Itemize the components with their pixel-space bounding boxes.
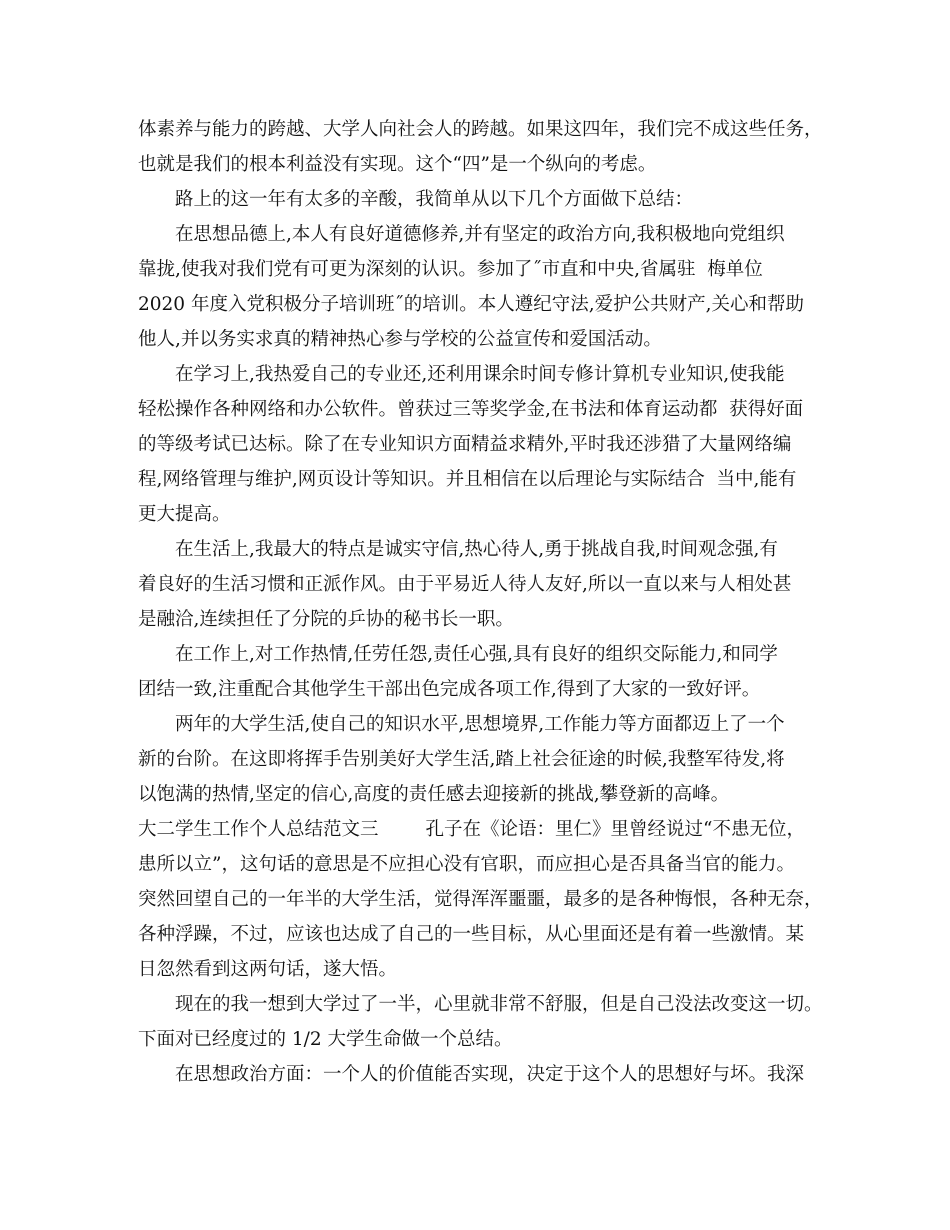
text-line: 靠拢,使我对我们党有可更为深刻的认识。参加了˝市直和中央,省属驻 梅单位 [138, 259, 763, 280]
text-line: 他人,并以务实求真的精神热心参与学校的公益宣传和爱国活动。 [138, 329, 662, 350]
text-line: 在工作上,对工作热情,任劳任怨,责任心强,具有良好的组织交际能力,和同学 [175, 644, 778, 665]
text-line: 两年的大学生活,使自己的知识水平,思想境界,工作能力等方面都迈上了一个 [175, 714, 785, 735]
text-line: 日忽然看到这两句话，遂大悟。 [138, 959, 398, 980]
text-line: 现在的我一想到大学过了一半，心里就非常不舒服，但是自己没法改变这一切。 [175, 994, 823, 1015]
text-line: 也就是我们的根本利益没有实现。这个“四”是一个纵向的考虑。 [138, 154, 657, 175]
text-line: 体素养与能力的跨越、大学人向社会人的跨越。如果这四年，我们完不成这些任务， [138, 119, 823, 140]
text-line: 更大提高。 [138, 504, 231, 525]
text-line: 下面对已经度过的 1/2 大学生命做一个总结。 [138, 1029, 513, 1050]
text-line: 着良好的生活习惯和正派作风。由于平易近人待人友好,所以一直以来与人相处甚 [138, 574, 792, 595]
text-line: 路上的这一年有太多的辛酸，我简单从以下几个方面做下总结： [175, 189, 694, 210]
text-line: 在生活上,我最大的特点是诚实守信,热心待人,勇于挑战自我,时间观念强,有 [175, 539, 778, 560]
text-line: 2020 年度入党积极分子培训班˝的培训。本人遵纪守法,爱护公共财产,关心和帮助 [138, 294, 804, 315]
text-line: 各种浮躁，不过，应该也达成了自己的一些目标，从心里面还是有着一些激情。某 [138, 924, 805, 945]
text-line: 在思想政治方面：一个人的价值能否实现，决定于这个人的思想好与坏。我深 [175, 1064, 805, 1085]
text-line: 在学习上,我热爱自己的专业还,还利用课余时间专修计算机专业知识,使我能 [175, 364, 785, 385]
text-line: 新的台阶。在这即将挥手告别美好大学生活,踏上社会征途的时候,我整军待发,将 [138, 749, 785, 770]
text-line: 以饱满的热情,坚定的信心,高度的责任感去迎接新的挑战,攀登新的高峰。 [138, 784, 730, 805]
text-line: 团结一致,注重配合其他学生干部出色完成各项工作,得到了大家的一致好评。 [138, 679, 761, 700]
text-line: 突然回望自己的一年半的大学生活，觉得浑浑噩噩，最多的是各种悔恨，各种无奈， [138, 889, 823, 910]
text-line: 大二学生工作个人总结范文三 孔子在《论语：里仁》里曾经说过“不患无位， [138, 819, 806, 840]
text-line: 患所以立”，这句话的意思是不应担心没有官职，而应担心是否具备当官的能力。 [138, 854, 795, 875]
text-line: 在思想品德上,本人有良好道德修养,并有坚定的政治方向,我积极地向党组织 [175, 224, 785, 245]
text-line: 的等级考试已达标。除了在专业知识方面精益求精外,平时我还涉猎了大量网络编 [138, 434, 792, 455]
text-line: 轻松操作各种网络和办公软件。曾获过三等奖学金,在书法和体育运动都 获得好面 [138, 399, 804, 420]
text-line: 是融洽,连续担任了分院的乒协的秘书长一职。 [138, 609, 514, 630]
text-line: 程,网络管理与维护,网页设计等知识。并且相信在以后理论与实际结合 当中,能有 [138, 469, 797, 490]
